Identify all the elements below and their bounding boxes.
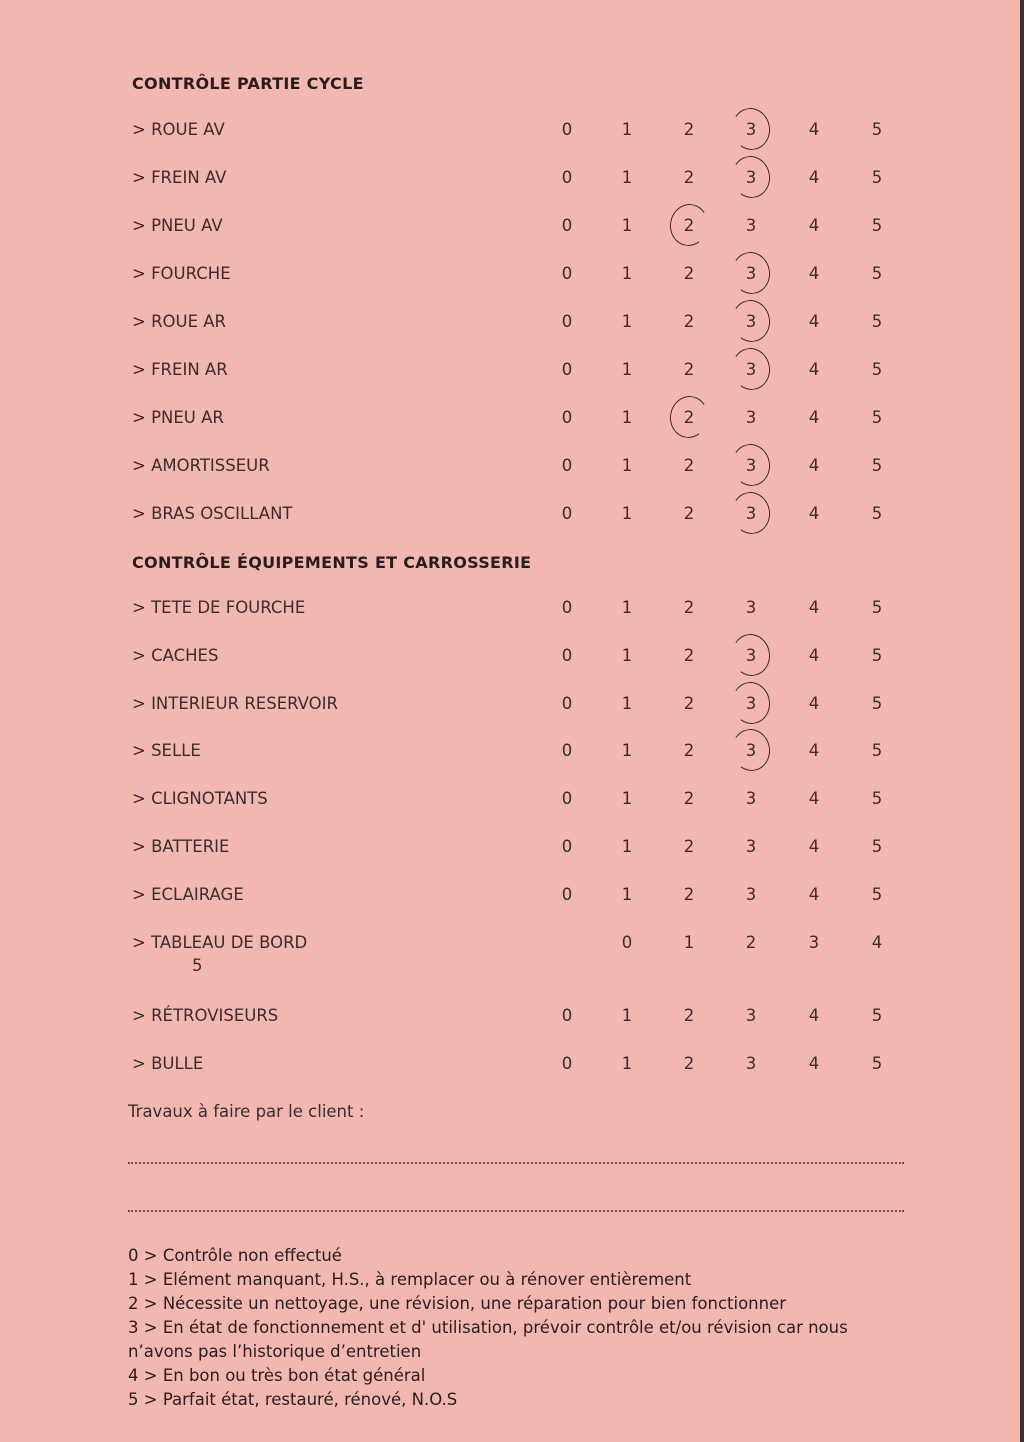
rating-option-2[interactable]: 2 bbox=[683, 837, 695, 856]
item-label bbox=[132, 1006, 278, 1025]
rating-option-1[interactable]: 1 bbox=[621, 408, 633, 427]
checklist-row bbox=[0, 646, 1020, 676]
rating-option-4[interactable]: 4 bbox=[808, 694, 820, 713]
rating-option-1[interactable]: 1 bbox=[621, 120, 633, 139]
item-label-text: > TABLEAU DE BORD bbox=[132, 933, 308, 952]
rating-option-5[interactable]: 5 bbox=[871, 456, 883, 475]
checklist-row bbox=[0, 504, 1020, 534]
rating-option-0[interactable]: 0 bbox=[561, 837, 573, 856]
rating-option-3[interactable]: 3 bbox=[745, 1054, 757, 1073]
rating-option-5[interactable]: 5 bbox=[871, 694, 883, 713]
item-label-extra: 5 bbox=[192, 956, 203, 975]
rating-option-3[interactable]: 3 bbox=[736, 312, 766, 331]
rating-option-5[interactable]: 5 bbox=[871, 216, 883, 235]
rating-option-0[interactable]: 0 bbox=[561, 120, 573, 139]
rating-option-5[interactable]: 5 bbox=[871, 360, 883, 379]
rating-option-0[interactable]: 0 bbox=[561, 1054, 573, 1073]
rating-option-3[interactable]: 3 bbox=[808, 933, 820, 952]
rating-option-4[interactable]: 4 bbox=[808, 789, 820, 808]
checklist-row bbox=[0, 120, 1020, 150]
rating-option-2[interactable]: 2 bbox=[683, 789, 695, 808]
rating-option-2[interactable]: 2 bbox=[683, 120, 695, 139]
legend-item: 3 > En état de fonctionnement et d' utilisation, prévoir contrôle et/ou révision car nous n’avons pas l’historique d’entretien bbox=[128, 1318, 848, 1361]
rating-option-0[interactable]: 0 bbox=[561, 646, 573, 665]
rating-option-2[interactable]: 2 bbox=[683, 1054, 695, 1073]
rating-option-3[interactable]: 3 bbox=[745, 789, 757, 808]
rating-option-3[interactable]: 3 bbox=[736, 168, 766, 187]
rating-option-5[interactable]: 5 bbox=[871, 312, 883, 331]
item-label-text: > FREIN AV bbox=[132, 168, 227, 187]
rating-option-2[interactable]: 2 bbox=[683, 741, 695, 760]
rating-option-4[interactable]: 4 bbox=[808, 120, 820, 139]
rating-option-2[interactable]: 2 bbox=[683, 312, 695, 331]
rating-option-4[interactable]: 4 bbox=[808, 1054, 820, 1073]
section-heading-cycle: CONTRÔLE PARTIE CYCLE bbox=[132, 74, 364, 93]
item-label bbox=[132, 789, 268, 808]
checklist-row bbox=[0, 694, 1020, 724]
rating-option-3[interactable]: 3 bbox=[745, 408, 757, 427]
rating-option-3[interactable]: 3 bbox=[745, 837, 757, 856]
rating-option-4[interactable]: 4 bbox=[808, 1006, 820, 1025]
item-label-text: > ROUE AR bbox=[132, 312, 227, 331]
rating-option-1[interactable]: 1 bbox=[621, 168, 633, 187]
item-label bbox=[132, 837, 229, 856]
rating-option-0[interactable]: 0 bbox=[561, 885, 573, 904]
checklist-row bbox=[0, 312, 1020, 342]
rating-option-1[interactable]: 1 bbox=[621, 694, 633, 713]
checklist-row bbox=[0, 885, 1020, 915]
item-label bbox=[132, 120, 225, 139]
checklist-row bbox=[0, 216, 1020, 246]
rating-option-4[interactable]: 4 bbox=[808, 885, 820, 904]
rating-option-0[interactable]: 0 bbox=[561, 312, 573, 331]
item-label-text: > INTERIEUR RESERVOIR bbox=[132, 694, 338, 713]
rating-option-4[interactable]: 4 bbox=[808, 216, 820, 235]
rating-option-2[interactable]: 2 bbox=[683, 598, 695, 617]
item-label-text: > SELLE bbox=[132, 741, 201, 760]
item-label bbox=[132, 360, 228, 379]
rating-option-4[interactable]: 4 bbox=[808, 408, 820, 427]
rating-option-0[interactable]: 0 bbox=[561, 598, 573, 617]
rating-option-1[interactable]: 1 bbox=[621, 504, 633, 523]
item-label-text: > AMORTISSEUR bbox=[132, 456, 270, 475]
rating-option-3[interactable]: 3 bbox=[736, 504, 766, 523]
rating-option-1[interactable]: 1 bbox=[621, 789, 633, 808]
rating-option-3[interactable]: 3 bbox=[745, 1006, 757, 1025]
rating-option-3[interactable]: 3 bbox=[745, 885, 757, 904]
item-label bbox=[132, 216, 223, 235]
rating-option-5[interactable]: 5 bbox=[871, 598, 883, 617]
rating-option-0[interactable]: 0 bbox=[561, 456, 573, 475]
checklist-row bbox=[0, 168, 1020, 198]
checklist-row bbox=[0, 598, 1020, 628]
rating-option-1[interactable]: 1 bbox=[621, 1006, 633, 1025]
rating-option-1[interactable]: 1 bbox=[621, 264, 633, 283]
checklist-row bbox=[0, 1054, 1020, 1084]
item-label-text: > TETE DE FOURCHE bbox=[132, 598, 306, 617]
rating-option-0[interactable]: 0 bbox=[561, 741, 573, 760]
item-label-text: > BATTERIE bbox=[132, 837, 230, 856]
item-label-text: > BULLE bbox=[132, 1054, 204, 1073]
client-work-label: Travaux à faire par le client : bbox=[128, 1102, 365, 1121]
rating-option-1[interactable]: 1 bbox=[621, 741, 633, 760]
rating-option-3[interactable]: 3 bbox=[745, 598, 757, 617]
rating-option-3[interactable]: 3 bbox=[736, 646, 766, 665]
item-label bbox=[132, 646, 218, 665]
rating-option-5[interactable]: 5 bbox=[871, 168, 883, 187]
rating-option-0[interactable]: 0 bbox=[561, 168, 573, 187]
rating-option-2[interactable]: 2 bbox=[683, 168, 695, 187]
rating-option-5[interactable]: 5 bbox=[871, 1054, 883, 1073]
item-label-text: > PNEU AV bbox=[132, 216, 223, 235]
rating-option-3[interactable]: 3 bbox=[736, 694, 766, 713]
legend-item: 4 > En bon ou très bon état général bbox=[128, 1366, 426, 1385]
rating-option-1[interactable]: 1 bbox=[621, 456, 633, 475]
rating-option-0[interactable]: 0 bbox=[561, 789, 573, 808]
item-label bbox=[132, 598, 305, 617]
item-label-text: > ROUE AV bbox=[132, 120, 225, 139]
rating-option-4[interactable]: 4 bbox=[808, 741, 820, 760]
item-label-text: > BRAS OSCILLANT bbox=[132, 504, 293, 523]
rating-option-1[interactable]: 1 bbox=[621, 1054, 633, 1073]
rating-option-4[interactable]: 4 bbox=[808, 837, 820, 856]
rating-option-2[interactable]: 2 bbox=[683, 360, 695, 379]
client-work-line-1[interactable] bbox=[128, 1162, 904, 1164]
rating-option-5[interactable]: 5 bbox=[871, 504, 883, 523]
checklist-row bbox=[0, 360, 1020, 390]
item-label bbox=[132, 741, 201, 760]
rating-option-3[interactable]: 3 bbox=[736, 120, 766, 139]
checklist-row bbox=[0, 264, 1020, 294]
rating-option-2[interactable]: 2 bbox=[683, 646, 695, 665]
item-label bbox=[132, 694, 338, 713]
checklist-row bbox=[0, 456, 1020, 486]
rating-option-5[interactable]: 5 bbox=[871, 1006, 883, 1025]
item-label bbox=[132, 456, 270, 475]
item-label-text: > ECLAIRAGE bbox=[132, 885, 244, 904]
item-label bbox=[132, 933, 307, 975]
rating-option-1[interactable]: 1 bbox=[621, 837, 633, 856]
rating-option-2[interactable]: 2 bbox=[683, 885, 695, 904]
rating-option-0[interactable]: 0 bbox=[561, 1006, 573, 1025]
rating-option-4[interactable]: 4 bbox=[808, 168, 820, 187]
rating-legend bbox=[128, 1244, 898, 1412]
rating-option-2[interactable]: 2 bbox=[683, 504, 695, 523]
rating-option-1[interactable]: 1 bbox=[621, 360, 633, 379]
rating-option-3[interactable]: 3 bbox=[736, 741, 766, 760]
rating-option-5[interactable]: 5 bbox=[871, 120, 883, 139]
rating-option-5[interactable]: 5 bbox=[871, 408, 883, 427]
rating-option-0[interactable]: 0 bbox=[561, 216, 573, 235]
item-label bbox=[132, 1054, 203, 1073]
rating-option-5[interactable]: 5 bbox=[871, 885, 883, 904]
rating-option-1[interactable]: 1 bbox=[621, 646, 633, 665]
rating-option-0[interactable]: 0 bbox=[621, 933, 633, 952]
item-label-text: > FREIN AR bbox=[132, 360, 228, 379]
rating-option-4[interactable]: 4 bbox=[808, 312, 820, 331]
rating-option-3[interactable]: 3 bbox=[745, 216, 757, 235]
checklist-row bbox=[0, 1006, 1020, 1036]
rating-option-0[interactable]: 0 bbox=[561, 360, 573, 379]
item-label bbox=[132, 504, 293, 523]
item-label-text: > RÉTROVISEURS bbox=[132, 1006, 279, 1025]
checklist-row bbox=[0, 741, 1020, 771]
item-label-text: > CACHES bbox=[132, 646, 219, 665]
rating-option-4[interactable]: 4 bbox=[808, 646, 820, 665]
checklist-row bbox=[0, 837, 1020, 867]
legend-item: 1 > Elément manquant, H.S., à remplacer ou à rénover entièrement bbox=[128, 1270, 692, 1289]
item-label bbox=[132, 168, 226, 187]
rating-option-0[interactable]: 0 bbox=[561, 694, 573, 713]
rating-option-4[interactable]: 4 bbox=[808, 264, 820, 283]
checklist-row bbox=[0, 933, 1020, 975]
rating-option-4[interactable]: 4 bbox=[808, 504, 820, 523]
rating-option-5[interactable]: 5 bbox=[871, 741, 883, 760]
rating-option-1[interactable]: 1 bbox=[621, 216, 633, 235]
legend-item: 5 > Parfait état, restauré, rénové, N.O.S bbox=[128, 1390, 458, 1409]
legend-item: 2 > Nécessite un nettoyage, une révision, une réparation pour bien fonctionner bbox=[128, 1294, 787, 1313]
item-label-text: > CLIGNOTANTS bbox=[132, 789, 268, 808]
client-work-line-2[interactable] bbox=[128, 1210, 904, 1212]
item-label-text: > FOURCHE bbox=[132, 264, 231, 283]
item-label-text: > PNEU AR bbox=[132, 408, 224, 427]
rating-option-4[interactable]: 4 bbox=[808, 598, 820, 617]
rating-option-0[interactable]: 0 bbox=[561, 408, 573, 427]
rating-option-4[interactable]: 4 bbox=[808, 360, 820, 379]
rating-option-2[interactable]: 2 bbox=[683, 1006, 695, 1025]
section-heading-equipment: CONTRÔLE ÉQUIPEMENTS ET CARROSSERIE bbox=[132, 553, 532, 572]
item-label bbox=[132, 408, 224, 427]
rating-option-0[interactable]: 0 bbox=[561, 504, 573, 523]
rating-option-2[interactable]: 2 bbox=[674, 216, 704, 235]
rating-option-2[interactable]: 2 bbox=[683, 694, 695, 713]
rating-option-2[interactable]: 2 bbox=[683, 456, 695, 475]
rating-option-1[interactable]: 1 bbox=[621, 598, 633, 617]
rating-option-1[interactable]: 1 bbox=[621, 885, 633, 904]
rating-option-5[interactable]: 5 bbox=[871, 837, 883, 856]
rating-option-3[interactable]: 3 bbox=[736, 264, 766, 283]
item-label bbox=[132, 885, 244, 904]
rating-option-5[interactable]: 5 bbox=[871, 789, 883, 808]
rating-option-0[interactable]: 0 bbox=[561, 264, 573, 283]
rating-option-5[interactable]: 5 bbox=[871, 646, 883, 665]
rating-option-4[interactable]: 4 bbox=[808, 456, 820, 475]
rating-option-2[interactable]: 2 bbox=[683, 264, 695, 283]
rating-option-1[interactable]: 1 bbox=[621, 312, 633, 331]
rating-option-2[interactable]: 2 bbox=[674, 408, 704, 427]
legend-item: 0 > Contrôle non effectué bbox=[128, 1246, 342, 1265]
rating-option-3[interactable]: 3 bbox=[736, 456, 766, 475]
checklist-row bbox=[0, 789, 1020, 819]
item-label bbox=[132, 264, 231, 283]
rating-option-4[interactable]: 4 bbox=[871, 933, 883, 952]
checklist-row bbox=[0, 408, 1020, 438]
rating-option-5[interactable]: 5 bbox=[871, 264, 883, 283]
rating-option-1[interactable]: 1 bbox=[683, 933, 695, 952]
item-label bbox=[132, 312, 226, 331]
rating-option-2[interactable]: 2 bbox=[745, 933, 757, 952]
rating-option-3[interactable]: 3 bbox=[736, 360, 766, 379]
